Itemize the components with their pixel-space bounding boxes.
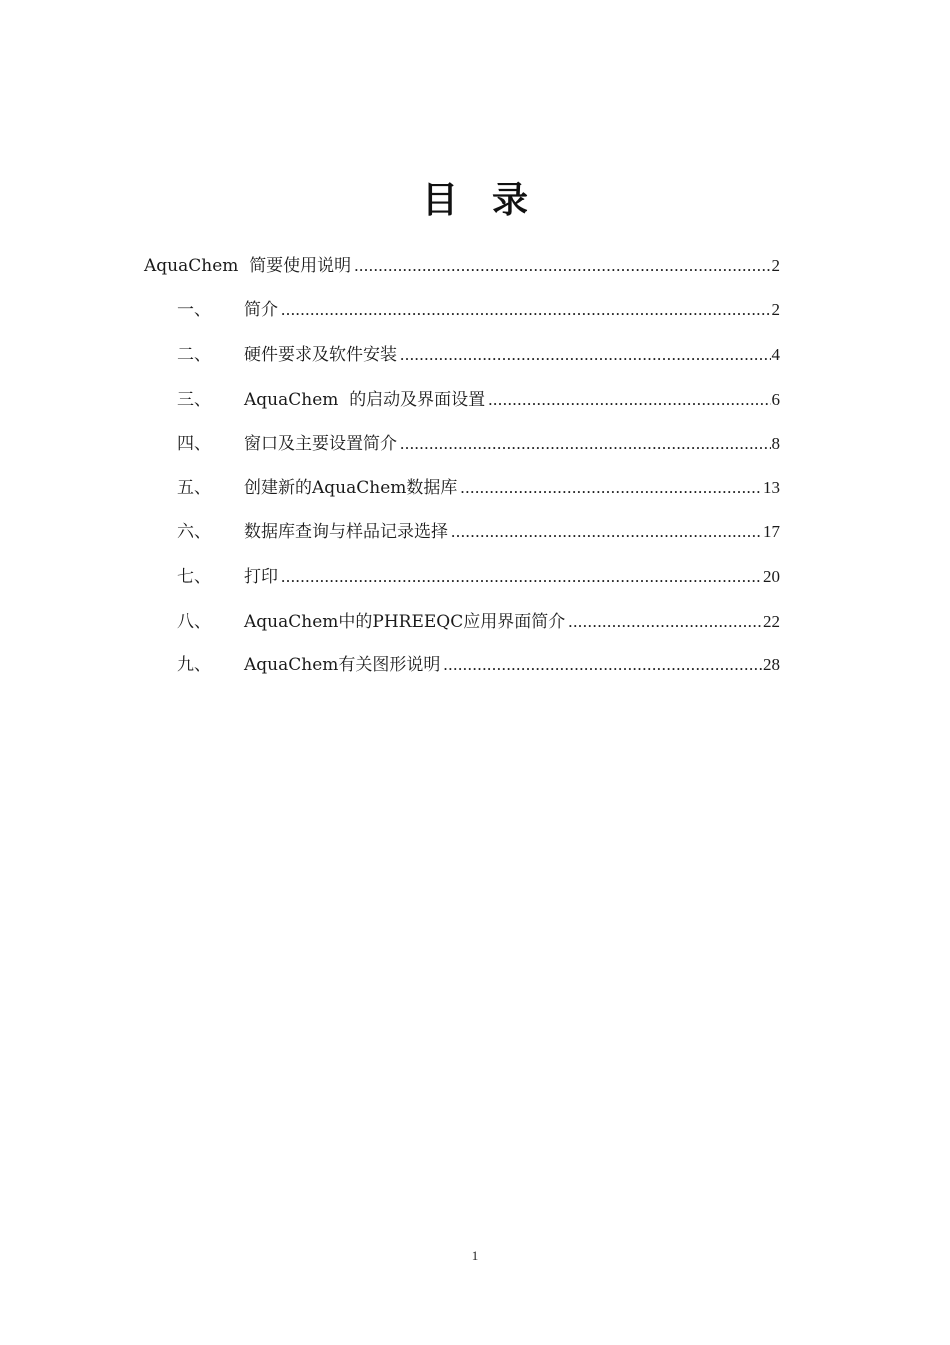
toc-entry-page: 8 — [771, 434, 780, 453]
toc-entry-label: AquaChem有关图形说明 — [244, 655, 441, 675]
toc-entry[interactable] — [0, 610, 950, 634]
toc-leader-dots — [354, 254, 770, 278]
toc-entry[interactable] — [0, 476, 950, 500]
toc-leader-dots — [400, 343, 771, 367]
toc-entry-label: AquaChem 的启动及界面设置 — [244, 390, 486, 410]
toc-entry-label: 简介 — [244, 300, 278, 320]
title-part-1: 目 — [421, 180, 458, 221]
toc-leader-dots — [568, 610, 762, 634]
toc-entry-label: 创建新的AquaChem数据库 — [244, 478, 458, 498]
toc-entry-page: 4 — [771, 345, 780, 364]
toc-leader-dots — [460, 476, 762, 500]
toc-entry-page: 2 — [771, 256, 780, 275]
toc-leader-dots — [400, 432, 771, 456]
toc-entry[interactable] — [0, 254, 950, 278]
toc-leader-dots — [443, 653, 762, 677]
toc-entry-page: 13 — [763, 478, 780, 497]
toc-entry-page: 17 — [763, 522, 780, 541]
toc-leader-dots — [281, 565, 762, 589]
toc-entry-number: 九、 — [177, 655, 211, 675]
toc-entry-label: 打印 — [244, 567, 278, 587]
toc-entry-page: 22 — [763, 612, 780, 631]
toc-entry-page: 6 — [771, 390, 780, 409]
toc-entry-number: 八、 — [177, 612, 211, 632]
toc-entry-page: 28 — [763, 655, 780, 674]
toc-entry[interactable] — [0, 565, 950, 589]
toc-leader-dots — [488, 388, 770, 412]
toc-entry-label: AquaChem 简要使用说明 — [144, 256, 352, 276]
page-title — [0, 172, 950, 223]
toc-leader-dots — [281, 298, 771, 322]
toc-entry-label: AquaChem中的PHREEQC应用界面简介 — [244, 612, 566, 632]
toc-entry-number: 六、 — [177, 522, 211, 542]
toc-entry[interactable] — [0, 388, 950, 412]
toc-entry-label: 硬件要求及软件安装 — [244, 345, 397, 365]
toc-entry-number: 二、 — [177, 345, 211, 365]
toc-leader-dots — [451, 520, 762, 544]
toc-entry[interactable] — [0, 520, 950, 544]
title-part-2: 录 — [492, 180, 529, 221]
toc-entry-page: 2 — [771, 300, 780, 319]
toc-entry[interactable] — [0, 298, 950, 322]
toc-entry-label: 窗口及主要设置简介 — [244, 434, 397, 454]
page-number: 1 — [471, 1248, 479, 1263]
toc-entry[interactable] — [0, 653, 950, 677]
toc-entry[interactable] — [0, 343, 950, 367]
toc-entry-number: 三、 — [177, 390, 211, 410]
toc-entry-label: 数据库查询与样品记录选择 — [244, 522, 448, 542]
toc-entry-number: 七、 — [177, 567, 211, 587]
toc-entry-number: 一、 — [177, 300, 211, 320]
toc-entry[interactable] — [0, 432, 950, 456]
toc-entry-number: 五、 — [177, 478, 211, 498]
toc-entry-page: 20 — [763, 567, 780, 586]
toc-entry-number: 四、 — [177, 434, 211, 454]
